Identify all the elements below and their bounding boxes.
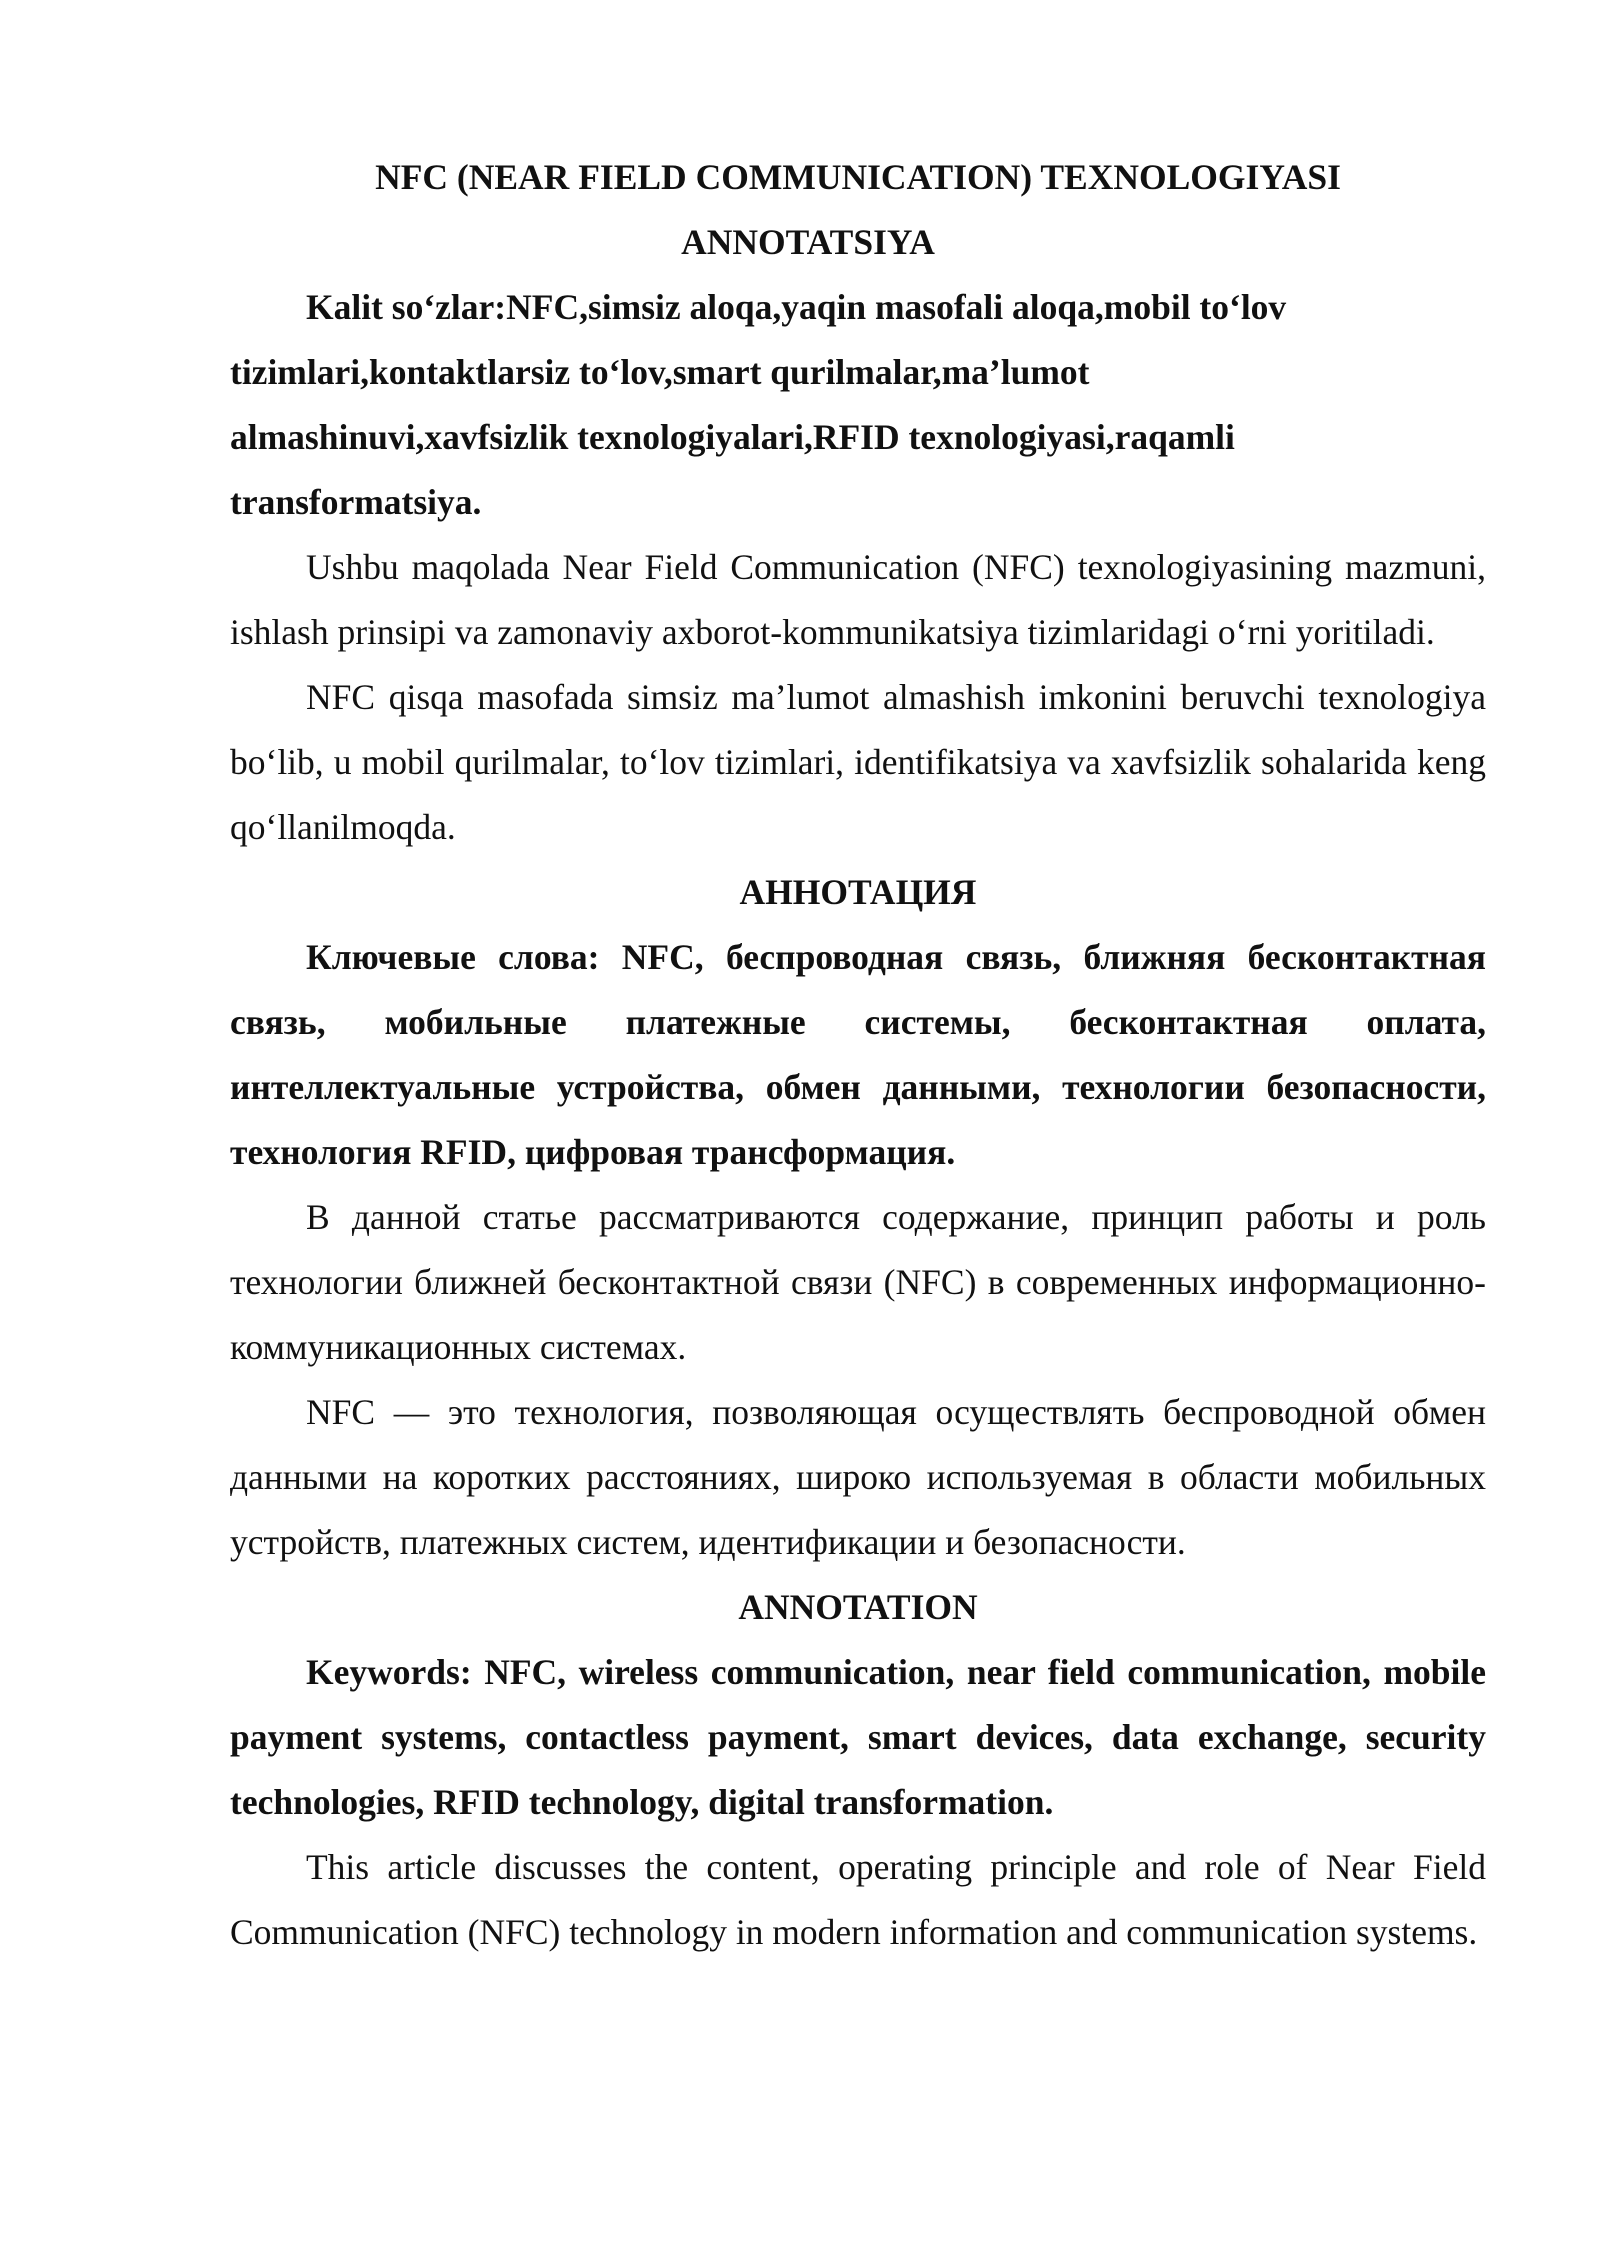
annotation-uz — [230, 210, 1486, 860]
document-title: NFC (NEAR FIELD COMMUNICATION) TEXNOLOGIYASI — [375, 157, 1341, 197]
annotation-heading-uz: ANNOTATSIYA — [681, 222, 935, 262]
annotation-heading-en: ANNOTATION — [738, 1587, 978, 1627]
annotation-heading-ru: АННОТАЦИЯ — [739, 872, 977, 912]
annotation-ru — [230, 860, 1486, 1575]
paragraph-uz-2: NFC qisqa masofada simsiz ma’lumot almashish imkonini beruvchi texnologiya bo‘lib, u mobil qurilmalar, to‘lov tizimlari, identifikatsiya va xavfsizlik sohalarida keng qo‘llanilmoqda. — [230, 677, 1486, 847]
keywords-ru: Ключевые слова: NFC, беспроводная связь, ближняя бесконтактная связь, мобильные платежные системы, бесконтактная оплата, интеллектуальные устройства, обмен данными, технологии безопасности, технология RFID, цифровая трансформация. — [230, 937, 1486, 1172]
paragraph-en-1: This article discusses the content, operating principle and role of Near Field Communication (NFC) technology in modern information and communication systems. — [230, 1847, 1486, 1952]
keywords-uz: Kalit so‘zlar:NFC,simsiz aloqa,yaqin masofali aloqa,mobil to‘lov tizimlari,kontaktlarsiz to‘lov,smart qurilmalar,ma’lumot almashinuvi,xavfsizlik texnologiyalari,RFID texnologiyasi,raqamli transformatsiya. — [230, 287, 1287, 522]
paragraph-uz-1: Ushbu maqolada Near Field Communication (NFC) texnologiyasining mazmuni, ishlash prinsipi va zamonaviy axborot-kommunikatsiya tizimlaridagi o‘rni yoritiladi. — [230, 547, 1486, 652]
keywords-en: Keywords: NFC, wireless communication, near field communication, mobile payment systems, contactless payment, smart devices, data exchange, security technologies, RFID technology, digital transformation. — [230, 1652, 1486, 1822]
document-body — [230, 145, 1486, 1965]
annotation-en — [230, 1575, 1486, 1965]
paragraph-ru-2: NFC — это технология, позволяющая осуществлять беспроводной обмен данными на коротких расстояниях, широко используемая в области мобильных устройств, платежных систем, идентификации и безопасности. — [230, 1392, 1486, 1562]
paragraph-ru-1: В данной статье рассматриваются содержание, принцип работы и роль технологии ближней бесконтактной связи (NFC) в современных информационно-коммуникационных системах. — [230, 1197, 1486, 1367]
